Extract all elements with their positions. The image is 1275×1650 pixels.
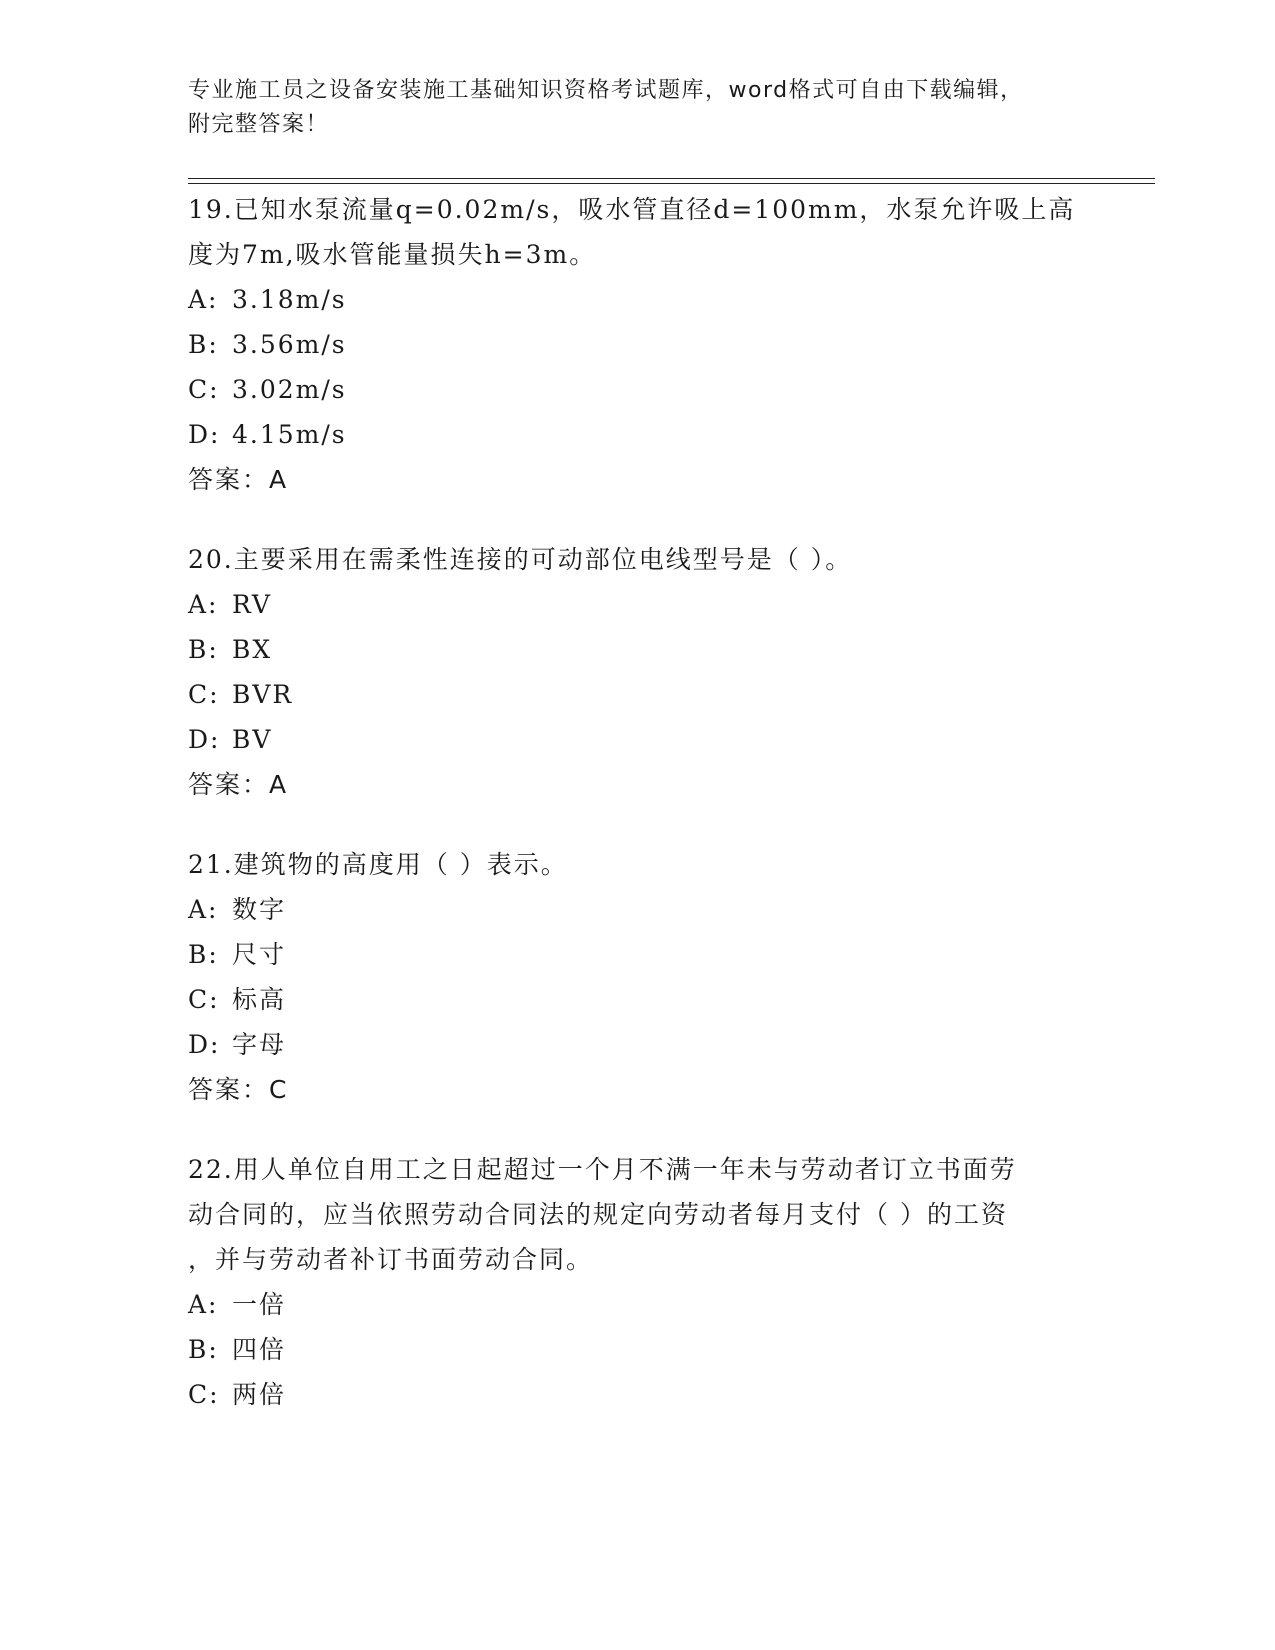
option-text: 一倍: [232, 1290, 287, 1319]
option-letter: C:: [188, 375, 220, 404]
option-text: 3.02m/s: [232, 375, 347, 404]
option-text: 数字: [232, 895, 287, 924]
option-d: [188, 412, 1088, 457]
option-d: [188, 717, 1088, 762]
option-letter: D:: [188, 725, 221, 754]
option-text: RV: [232, 590, 272, 619]
option-letter: B:: [188, 940, 219, 969]
option-c: [188, 1372, 1088, 1417]
option-a: [188, 277, 1088, 322]
option-text: BV: [232, 725, 273, 754]
question-stem-line: 21.建筑物的高度用（ ）表示。: [188, 850, 568, 879]
option-letter: B:: [188, 330, 219, 359]
option-letter: A:: [188, 895, 219, 924]
question-20: [188, 537, 1088, 807]
header-line-1: 专业施工员之设备安装施工基础知识资格考试题库，word格式可自由下载编辑，: [188, 78, 1024, 103]
option-b: [188, 1327, 1088, 1372]
question-stem-line: 19.已知水泵流量q=0.02m/s，吸水管直径d=100mm，水泵允许吸上高: [188, 195, 1076, 224]
answer-line: 答案：A: [188, 770, 289, 799]
option-a: [188, 582, 1088, 627]
document-header: [188, 74, 1068, 142]
option-a: [188, 887, 1088, 932]
header-divider-bottom: [188, 183, 1155, 184]
option-letter: B:: [188, 635, 219, 664]
option-letter: C:: [188, 985, 220, 1014]
question-stem-line: 动合同的，应当依照劳动合同法的规定向劳动者每月支付（ ）的工资: [188, 1200, 1008, 1229]
answer-line: 答案：A: [188, 465, 289, 494]
option-text: 尺寸: [232, 940, 287, 969]
question-stem-line: ，并与劳动者补订书面劳动合同。: [188, 1245, 594, 1274]
option-c: [188, 977, 1088, 1022]
option-text: 字母: [232, 1030, 287, 1059]
option-letter: B:: [188, 1335, 219, 1364]
option-d: [188, 1022, 1088, 1067]
option-text: 3.18m/s: [232, 285, 347, 314]
question-stem-line: 度为7m,吸水管能量损失h=3m。: [188, 240, 597, 269]
option-c: [188, 367, 1088, 412]
option-b: [188, 932, 1088, 977]
header-divider-top: [188, 178, 1155, 179]
option-c: [188, 672, 1088, 717]
option-b: [188, 627, 1088, 672]
question-stem-line: 22.用人单位自用工之日起超过一个月不满一年未与劳动者订立书面劳: [188, 1155, 1017, 1184]
option-letter: A:: [188, 1290, 219, 1319]
answer-line: 答案：C: [188, 1075, 289, 1104]
option-letter: D:: [188, 420, 221, 449]
option-letter: A:: [188, 285, 219, 314]
option-text: 标高: [232, 985, 287, 1014]
option-text: 3.56m/s: [232, 330, 347, 359]
option-text: 两倍: [232, 1380, 287, 1409]
option-text: BVR: [232, 680, 294, 709]
option-text: 4.15m/s: [232, 420, 347, 449]
option-a: [188, 1282, 1088, 1327]
question-22: [188, 1147, 1088, 1417]
question-21: [188, 842, 1088, 1112]
option-letter: D:: [188, 1030, 221, 1059]
question-19: [188, 187, 1088, 502]
option-letter: A:: [188, 590, 219, 619]
option-text: BX: [232, 635, 273, 664]
option-text: 四倍: [232, 1335, 287, 1364]
option-letter: C:: [188, 1380, 220, 1409]
header-line-2: 附完整答案！: [188, 112, 330, 137]
question-stem-line: 20.主要采用在需柔性连接的可动部位电线型号是（ ）。: [188, 545, 853, 574]
option-b: [188, 322, 1088, 367]
option-letter: C:: [188, 680, 220, 709]
